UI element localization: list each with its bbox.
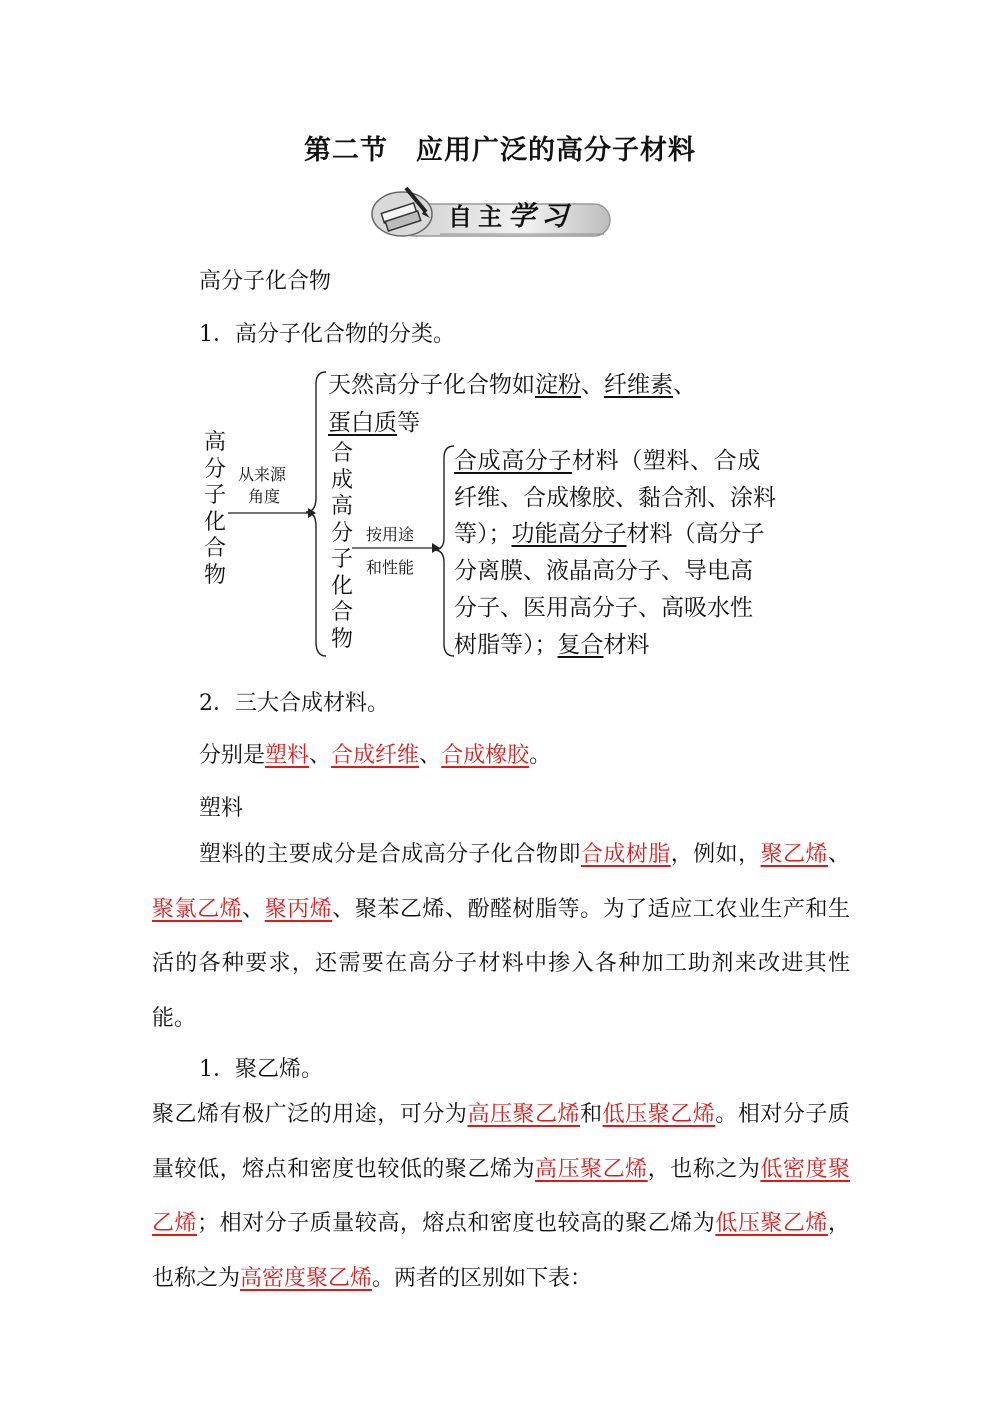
arrow2-bottom-label: 和性能	[366, 558, 415, 577]
use-line5: 分子、医用高分子、高吸水性	[454, 595, 753, 621]
natural-polymer-line1: 天然高分子化合物如淀粉、纤维素、	[328, 372, 696, 398]
arrow-by-use	[352, 540, 440, 556]
brace-source	[302, 370, 330, 660]
arrow1-bottom-label: 角度	[248, 487, 281, 506]
diagram-root-label: 高 分 子 化 合 物	[203, 430, 226, 588]
use-line4: 分离膜、液晶高分子、导电高	[454, 558, 753, 584]
heading-polymer-compounds: 高分子化合物	[199, 269, 332, 294]
pencil-books-icon	[368, 182, 440, 240]
plastics-paragraph: 塑料的主要成分是合成高分子化合物即合成树脂，例如，聚乙烯、聚氯乙烯、聚丙烯、聚苯乙烯、酚醛树脂等。为了适应工农业生产和生活的各种要求，还需要在高分子材料中掺入各种加工助剂来改进其性能。	[152, 842, 850, 1031]
banner-label: 自主学习	[448, 201, 574, 232]
item-classification: 1．高分子化合物的分类。	[199, 322, 455, 347]
section-banner	[368, 182, 614, 242]
three-materials-line: 分别是塑料、合成纤维、合成橡胶。	[199, 743, 552, 768]
use-line2: 纤维、合成橡胶、黏合剂、涂料	[454, 485, 776, 511]
polyethylene-paragraph: 聚乙烯有极广泛的用途，可分为高压聚乙烯和低压聚乙烯。相对分子质量较低，熔点和密度也较低的聚乙烯为高压聚乙烯，也称之为低密度聚乙烯；相对分子质量较高，熔点和密度也较高的聚乙烯为低压聚乙烯，也称之为高密度聚乙烯。两者的区别如下表：	[152, 1102, 850, 1291]
page-title: 第二节 应用广泛的高分子材料	[304, 135, 696, 166]
synthetic-polymer-label: 合 成 高 分 子 化 合 物	[330, 441, 353, 652]
natural-polymer-line2: 蛋白质等	[328, 410, 420, 436]
arrow2-top-label: 按用途	[366, 525, 415, 544]
use-line1: 合成高分子材料（塑料、合成	[454, 448, 761, 474]
use-line3: 等）；功能高分子材料（高分子	[454, 521, 765, 547]
arrow1-top-label: 从来源	[238, 465, 287, 484]
item-polyethylene: 1．聚乙烯。	[199, 1057, 323, 1082]
use-line6: 树脂等）；复合材料	[454, 632, 650, 658]
item-three-materials: 2．三大合成材料。	[199, 691, 389, 716]
heading-plastics: 塑料	[199, 796, 244, 821]
